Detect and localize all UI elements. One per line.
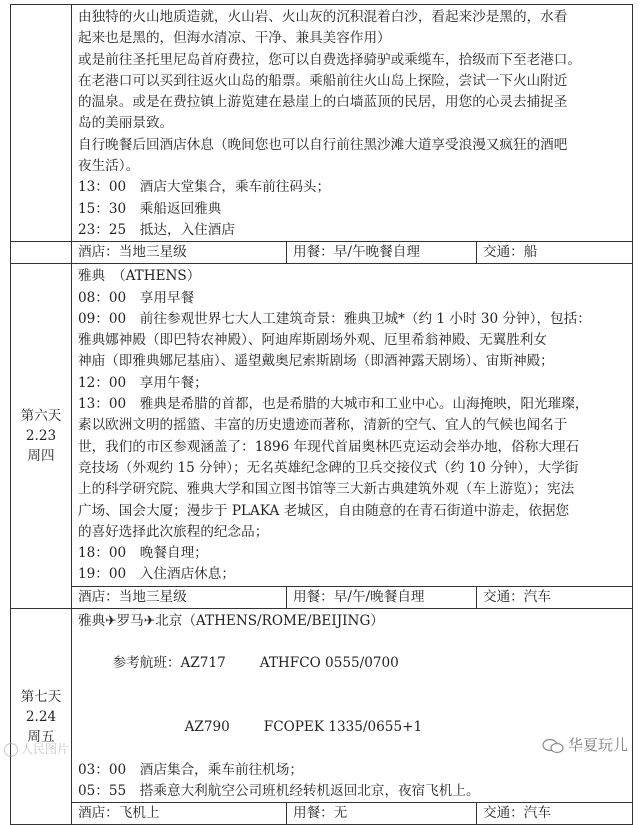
flight-number: AZ790 (184, 719, 230, 736)
flight-code: FCOPEK 1335/0655+1 (263, 719, 423, 736)
flight-label: 参考航班： (112, 655, 181, 672)
flight-code: ATHFCO 0555/0700 (259, 655, 399, 672)
info-row (11, 242, 633, 264)
day-label-cell (11, 608, 72, 825)
activity-line: 13：00 雅典是希腊的首都，也是希腊的大城市和工业中心。山海掩映，阳光璀璨， (78, 396, 589, 413)
itinerary-row-continued (11, 5, 633, 242)
watermark-left (4, 740, 69, 757)
hotel-cell: 酒店：当地三星级 (72, 586, 287, 608)
activity-line: 19：00 入住酒店休息； (78, 566, 235, 583)
info-row (11, 803, 633, 825)
meals-cell: 用餐：早/午晚餐自理 (287, 242, 477, 264)
day-cell-empty (11, 5, 72, 242)
activity-cell (72, 608, 633, 803)
meals-cell: 用餐：早/午/晚餐自理 (287, 586, 477, 608)
activity-line: 12：00 享用午餐； (78, 374, 208, 391)
activity-cell (72, 5, 633, 242)
activity-line: 18：00 晚餐自理； (78, 545, 208, 562)
hotel-cell: 酒店：当地三星级 (72, 242, 287, 264)
route-line: 雅典✈罗马✈北京（ATHENS/ROME/BEIJING） (78, 612, 384, 629)
day-number: 第七天 (20, 688, 62, 705)
activity-line: 或是前往圣托里尼岛首府费拉，您可以自费选择骑驴或乘缆车，拾级而下至老港口。 (78, 51, 581, 68)
activity-line: 由独特的火山地质造就，火山岩、火山灰的沉积混着白沙，看起来沙是黑的，水看 (78, 9, 568, 25)
watermark-icon (4, 743, 18, 757)
day-number: 第六天 (20, 407, 62, 424)
activity-line: 世，我们的市区参观涵盖了：1896 年现代首届奥林匹克运动会举办地，俗称大理石 (78, 438, 580, 455)
activity-line: 15：30 乘船返回雅典 (78, 200, 222, 217)
day-date: 2.23 (25, 427, 57, 444)
day-cell-empty (11, 242, 72, 264)
transport-cell: 交通：汽车 (477, 586, 633, 608)
activity-line: 05：55 搭乘意大利航空公司班机经转机返回北京，夜宿飞机上。 (78, 783, 480, 800)
activity-line: 广场、国会大厦；漫步于 PLAKA 老城区，自由随意的在青石街道中游走，依据您 (78, 502, 570, 519)
wechat-icon (542, 738, 564, 754)
flight-number: AZ717 (180, 655, 226, 672)
activity-line: 素以欧洲文明的摇篮、丰富的历史遗迹而著称，清新的空气、宜人的气候也闻名于 (78, 417, 568, 434)
itinerary-row-day7 (11, 608, 633, 803)
itinerary-table (10, 4, 633, 825)
activity-line: 13：00 酒店大堂集合，乘车前往码头； (78, 179, 331, 196)
day-weekday: 周五 (27, 728, 55, 745)
watermark-right (542, 734, 628, 755)
activity-line: 雅典 （ATHENS） (78, 268, 201, 285)
transport-cell: 交通：汽车 (477, 803, 633, 825)
activity-line: 夜生活）。 (78, 158, 140, 175)
activity-cell (72, 264, 633, 586)
activity-line: 在老港口可以买到往返火山岛的船票。乘船前往火山岛上探险，尝试一下火山附近 (78, 72, 568, 89)
activity-line: 自行晚餐后回酒店休息（晚间您也可以自行前往黑沙滩大道享受浪漫又疯狂的酒吧 (78, 136, 568, 153)
hotel-cell: 酒店：飞机上 (72, 803, 287, 825)
activity-line: 上的科学研究院、雅典大学和国立图书馆等三大新古典建筑外观（车上游览）；宪法 (78, 481, 575, 498)
meals-cell: 用餐：无 (287, 803, 477, 825)
activity-line: 雅典娜神殿（即巴特农神殿）、阿迪库斯剧场外观、厄里希翁神殿、无翼胜利女 (78, 332, 547, 349)
activity-line: 03：00 酒店集合，乘车前往机场； (78, 761, 303, 778)
activity-line: 的喜好选择此次旅程的纪念品； (78, 523, 269, 540)
activity-line: 竞技场（外观约 15 分钟）；无名英雄纪念碑的卫兵交接仪式（约 10 分钟），大学街 (78, 459, 579, 476)
info-row (11, 586, 633, 608)
activity-line: 起来也是黑的，但海水清凉、干净、兼具美容作用） (78, 30, 391, 47)
activity-line: 的温泉。或是在费拉镇上游览建在悬崖上的白墙蓝顶的民居，用您的心灵去捕捉圣 (78, 94, 568, 111)
activity-line: 岛的美丽景致。 (78, 115, 174, 132)
flight-line (78, 632, 626, 696)
day-weekday: 周四 (27, 447, 55, 464)
day-label-cell (11, 264, 72, 608)
itinerary-row-day6 (11, 264, 633, 586)
transport-cell: 交通：船 (477, 242, 633, 264)
activity-line: 09：00 前往参观世界七大人工建筑奇景：雅典卫城*（约 1 小时 30 分钟），包括： (78, 310, 591, 327)
day-date: 2.24 (25, 708, 57, 725)
watermark-right-text: 华夏玩儿 (567, 736, 628, 754)
activity-line: 08：00 享用早餐 (78, 289, 195, 306)
activity-line: 神庙（即雅典娜尼基庙）、遥望戴奥尼索斯剧场（即酒神露天剧场）、宙斯神殿； (78, 353, 554, 370)
activity-line: 23：25 抵达，入住酒店 (78, 221, 235, 238)
watermark-left-text: 人民图片 (21, 742, 70, 756)
